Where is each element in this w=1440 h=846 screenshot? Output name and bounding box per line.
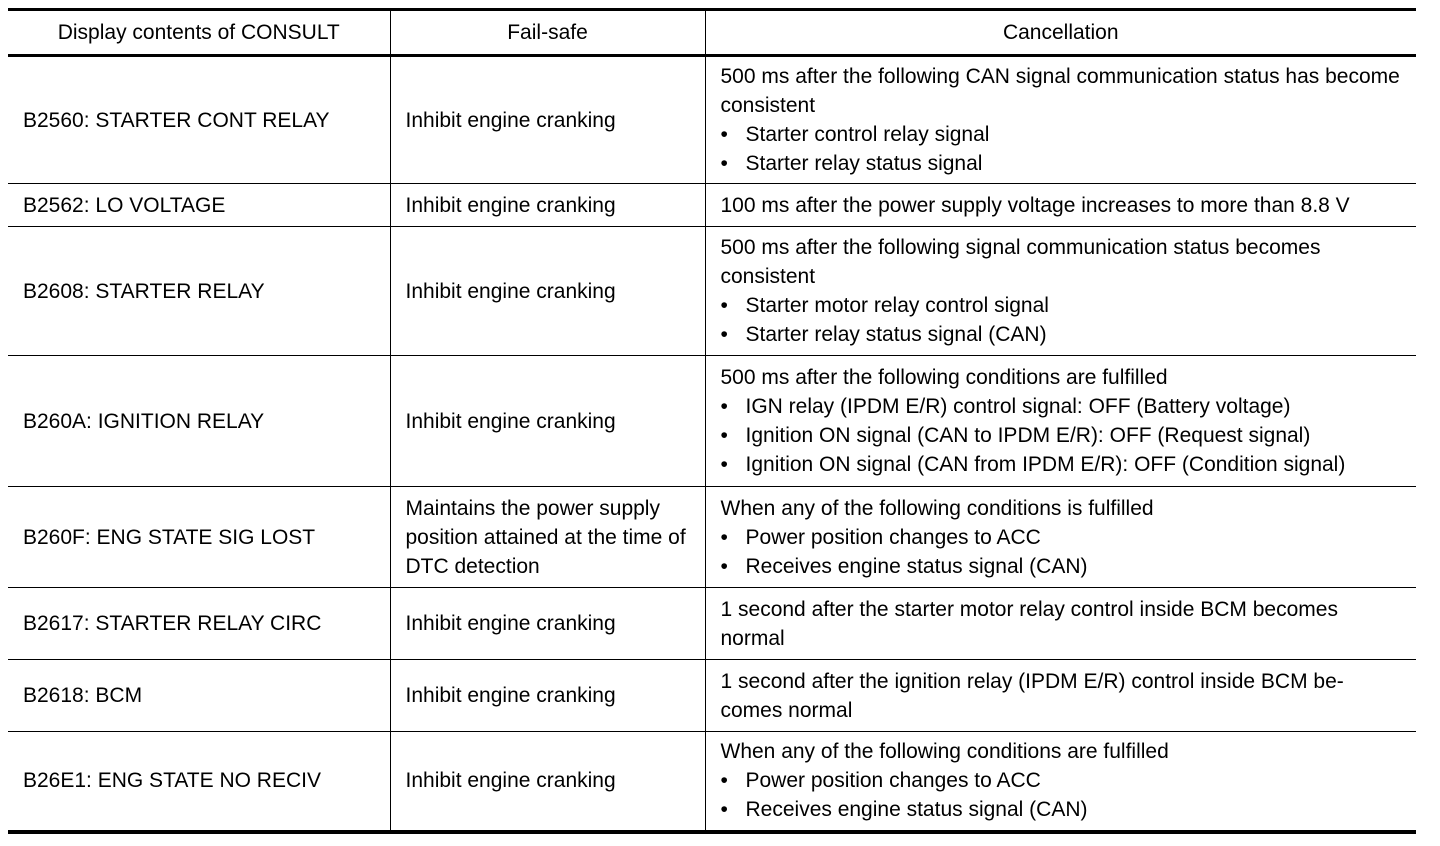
header-row [8, 10, 1416, 56]
bullet-text: Power position changes to ACC [745, 525, 1041, 549]
cancellation-cell [705, 184, 1416, 227]
table-row [8, 56, 1416, 184]
display-cell: B2618: BCM [8, 660, 390, 732]
table-row [8, 732, 1416, 832]
cancellation-cell [705, 588, 1416, 660]
failsafe-cell: Inhibit engine cranking [390, 588, 705, 660]
cancellation-text: 500 ms after the following signal communication status becomes consistent [720, 236, 1321, 288]
bullet-item [721, 450, 1413, 479]
bullet-item [721, 766, 1405, 795]
table-row [8, 227, 1416, 356]
header-display-contents: Display contents of CONSULT [8, 10, 390, 56]
bullet-text: Power position changes to ACC [745, 769, 1041, 793]
failsafe-cell: Inhibit engine cranking [390, 356, 705, 487]
bullet-dot: • [720, 323, 728, 346]
failsafe-cell: Maintains the power supply position attained at the time of DTC detection [390, 487, 705, 588]
bullet-item [721, 120, 1405, 149]
bullet-dot: • [720, 395, 728, 418]
bullet-item [721, 523, 1405, 552]
bullet-dot: • [720, 769, 728, 793]
bullet-dot: • [720, 453, 728, 476]
display-cell: B2562: LO VOLTAGE [8, 184, 390, 227]
bullet-dot: • [720, 798, 728, 822]
display-cell: B2560: STARTER CONT RELAY [8, 56, 390, 184]
display-cell: B26E1: ENG STATE NO RECIV [8, 732, 390, 832]
display-cell: B260A: IGNITION RELAY [8, 356, 390, 487]
bullet-dot: • [720, 123, 728, 146]
table-row [8, 660, 1416, 732]
cancellation-cell [705, 56, 1416, 184]
header-fail-safe: Fail-safe [390, 10, 705, 56]
display-cell: B260F: ENG STATE SIG LOST [8, 487, 390, 588]
bullet-text: Starter relay status signal [745, 152, 983, 175]
cancellation-text: When any of the following conditions are fulfilled [720, 740, 1169, 764]
bullet-text: Ignition ON signal (CAN from IPDM E/R): OFF (Condition signal) [745, 453, 1346, 476]
table-row [8, 588, 1416, 660]
table-row [8, 356, 1416, 487]
display-cell: B2617: STARTER RELAY CIRC [8, 588, 390, 660]
cancellation-cell [705, 732, 1416, 832]
bullet-dot: • [720, 554, 728, 578]
bullet-item [721, 149, 1405, 178]
bullet-item [721, 552, 1405, 581]
bullet-text: Starter relay status signal (CAN) [745, 323, 1047, 346]
bullet-item [721, 291, 1405, 320]
bullet-text: Starter motor relay control signal [745, 294, 1049, 317]
table-row [8, 184, 1416, 227]
cancellation-text: 500 ms after the following CAN signal communication status has become consistent [720, 65, 1400, 117]
bullet-text: Starter control relay signal [745, 123, 990, 146]
cancellation-text: 1 second after the starter motor relay control inside BCM becomes normal [720, 597, 1338, 650]
bullet-dot: • [720, 294, 728, 317]
bullet-text: Ignition ON signal (CAN to IPDM E/R): OFF (Request signal) [745, 424, 1311, 447]
failsafe-cell: Inhibit engine cranking [390, 732, 705, 832]
cancellation-text: 1 second after the ignition relay (IPDM E/R) control inside BCM be-comes normal [720, 669, 1344, 722]
bullet-item [721, 795, 1405, 824]
cancellation-cell [705, 227, 1416, 356]
bullet-dot: • [720, 525, 728, 549]
cancellation-text: When any of the following conditions is fulfilled [720, 496, 1154, 520]
failsafe-cell: Inhibit engine cranking [390, 184, 705, 227]
bullet-dot: • [720, 424, 728, 447]
cancellation-text: 100 ms after the power supply voltage increases to more than 8.8 V [720, 193, 1350, 217]
bullet-text: Receives engine status signal (CAN) [745, 554, 1088, 578]
table-row [8, 487, 1416, 588]
cancellation-cell [705, 660, 1416, 732]
failsafe-cell: Inhibit engine cranking [390, 227, 705, 356]
failsafe-cell: Inhibit engine cranking [390, 56, 705, 184]
failsafe-cell: Inhibit engine cranking [390, 660, 705, 732]
header-cancellation: Cancellation [705, 10, 1416, 56]
cancellation-text: 500 ms after the following conditions are fulfilled [720, 366, 1168, 389]
bullet-text: Receives engine status signal (CAN) [745, 798, 1088, 822]
bullet-item [721, 421, 1413, 450]
cancellation-cell [705, 487, 1416, 588]
bullet-item [721, 320, 1405, 349]
bullet-text: IGN relay (IPDM E/R) control signal: OFF (Battery voltage) [745, 395, 1291, 418]
consult-failsafe-table [8, 8, 1416, 834]
bullet-dot: • [720, 152, 728, 175]
bullet-item [721, 392, 1413, 421]
document-page [8, 8, 1416, 834]
cancellation-cell [705, 356, 1416, 487]
display-cell: B2608: STARTER RELAY [8, 227, 390, 356]
